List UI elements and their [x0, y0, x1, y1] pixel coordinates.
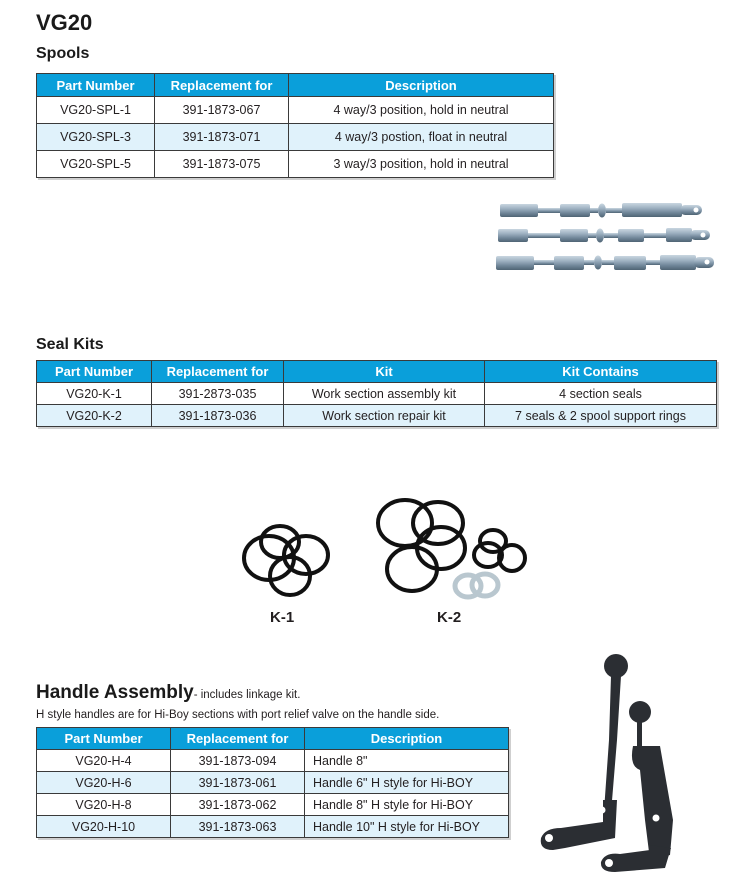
table-row [37, 794, 509, 816]
handles-note: H style handles are for Hi-Boy sections with port relief valve on the handle side. [36, 709, 440, 721]
replacement-for: 391-1873-061 [171, 772, 305, 794]
description: Handle 10" H style for Hi-BOY [305, 816, 509, 838]
handles-table [36, 727, 509, 838]
table-row [37, 151, 554, 178]
column-header: Part Number [37, 361, 152, 383]
table-row [37, 383, 717, 405]
spools-photo [490, 198, 720, 283]
part-number: VG20-H-6 [37, 772, 171, 794]
page-title: VG20 [36, 10, 93, 35]
table-row [37, 772, 509, 794]
kit-contains: 7 seals & 2 spool support rings [485, 405, 717, 427]
handles-photo [525, 650, 725, 880]
seal-kit-k2-caption: K-2 [437, 609, 462, 626]
part-number: VG20-SPL-1 [37, 97, 155, 124]
part-number: VG20-H-4 [37, 750, 171, 772]
seal-kit-k1-caption: K-1 [270, 609, 295, 626]
table-header-row [37, 361, 717, 383]
table-header-row [37, 74, 554, 97]
table-header-row [37, 728, 509, 750]
part-number: VG20-K-1 [37, 383, 152, 405]
replacement-for: 391-1873-071 [155, 124, 289, 151]
replacement-for: 391-1873-075 [155, 151, 289, 178]
seal-kits-table [36, 360, 717, 427]
column-header: Kit [284, 361, 485, 383]
column-header: Kit Contains [485, 361, 717, 383]
replacement-for: 391-1873-094 [171, 750, 305, 772]
seal-kit-k1-photo [238, 510, 338, 600]
table-row [37, 816, 509, 838]
replacement-for: 391-2873-035 [152, 383, 284, 405]
spool-1 [500, 203, 702, 218]
column-header: Replacement for [152, 361, 284, 383]
kit: Work section repair kit [284, 405, 485, 427]
table-row [37, 750, 509, 772]
column-header: Replacement for [171, 728, 305, 750]
column-header: Replacement for [155, 74, 289, 97]
part-number: VG20-H-10 [37, 816, 171, 838]
replacement-for: 391-1873-067 [155, 97, 289, 124]
spool-2 [498, 228, 710, 243]
seal-kits-heading: Seal Kits [36, 336, 104, 353]
spools-table [36, 73, 554, 178]
column-header: Description [289, 74, 554, 97]
spool-3 [496, 255, 714, 270]
description: 4 way/3 position, hold in neutral [289, 97, 554, 124]
part-number: VG20-K-2 [37, 405, 152, 427]
description: 4 way/3 postion, float in neutral [289, 124, 554, 151]
table-row [37, 405, 717, 427]
replacement-for: 391-1873-063 [171, 816, 305, 838]
part-number: VG20-SPL-3 [37, 124, 155, 151]
table-row [37, 97, 554, 124]
description: 3 way/3 position, hold in neutral [289, 151, 554, 178]
spools-heading: Spools [36, 45, 90, 62]
part-number: VG20-H-8 [37, 794, 171, 816]
kit-contains: 4 section seals [485, 383, 717, 405]
description: Handle 8" [305, 750, 509, 772]
handles-heading: Handle Assembly [36, 682, 194, 703]
description: Handle 6" H style for Hi-BOY [305, 772, 509, 794]
part-number: VG20-SPL-5 [37, 151, 155, 178]
replacement-for: 391-1873-062 [171, 794, 305, 816]
table-row [37, 124, 554, 151]
replacement-for: 391-1873-036 [152, 405, 284, 427]
column-header: Description [305, 728, 509, 750]
column-header: Part Number [37, 74, 155, 97]
description: Handle 8" H style for Hi-BOY [305, 794, 509, 816]
handles-heading-note: - includes linkage kit. [193, 689, 301, 701]
handles-heading-line [36, 682, 300, 704]
handle-straight [541, 654, 628, 850]
seal-kit-k2-photo [375, 496, 535, 606]
kit: Work section assembly kit [284, 383, 485, 405]
column-header: Part Number [37, 728, 171, 750]
